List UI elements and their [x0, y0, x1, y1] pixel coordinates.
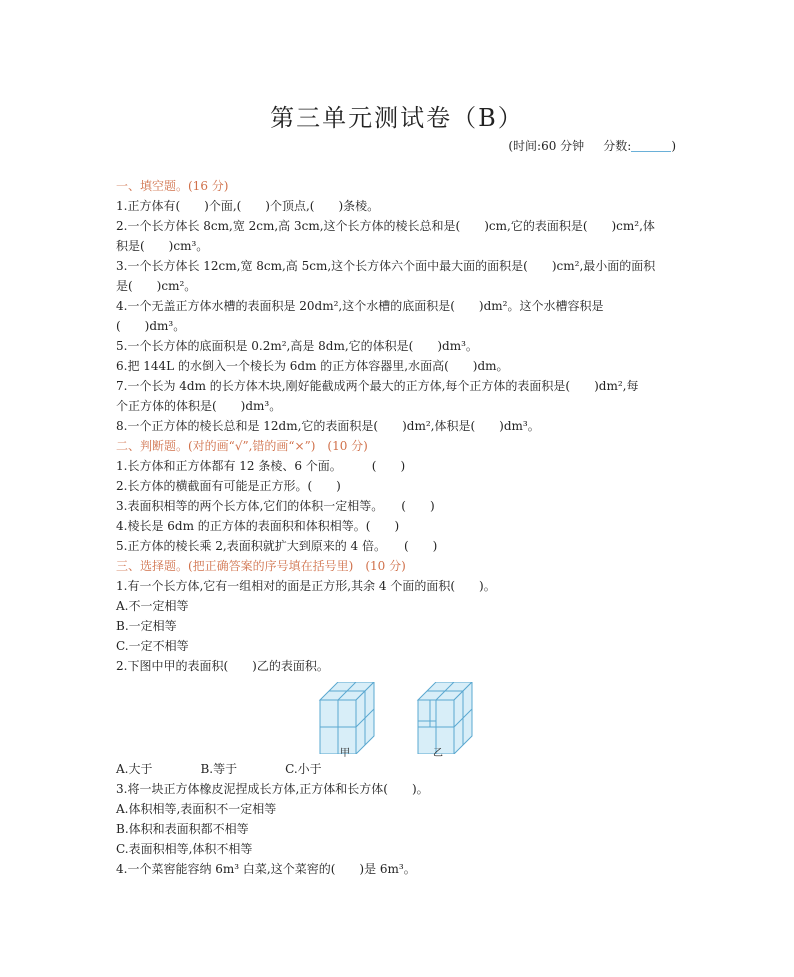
- question-line: 3.表面积相等的两个长方体,它们的体积一定相等。 ( ): [116, 499, 435, 513]
- question-line: B.体积和表面积都不相等: [116, 822, 249, 836]
- question-line: A.大于 B.等于 C.小于: [116, 762, 322, 776]
- question-line: 6.把 144L 的水倒入一个棱长为 6dm 的正方体容器里,水面高( )dm。: [116, 359, 509, 373]
- question-line: 1.长方体和正方体都有 12 条棱、6 个面。 ( ): [116, 459, 406, 473]
- time-label: (时间:60 分钟: [508, 139, 585, 153]
- score-label: 分数:: [603, 139, 632, 153]
- section-heading: 一、填空题。(16 分): [116, 179, 229, 193]
- question-line: 4.一个菜窖能容纳 6m³ 白菜,这个菜窖的( )是 6m³。: [116, 862, 416, 876]
- question-line: 2.下图中甲的表面积( )乙的表面积。: [116, 659, 329, 673]
- question-line: ( )dm³。: [116, 319, 186, 333]
- question-line: 个正方体的体积是( )dm³。: [116, 399, 282, 413]
- question-line: 5.一个长方体的底面积是 0.2m²,高是 8dm,它的体积是( )dm³。: [116, 339, 478, 353]
- question-line: C.表面积相等,体积不相等: [116, 842, 253, 856]
- page-title: 第三单元测试卷（B）: [270, 104, 524, 132]
- score-blank[interactable]: [631, 139, 671, 152]
- exam-meta: [508, 137, 676, 154]
- question-line: 8.一个正方体的棱长总和是 12dm,它的表面积是( )dm²,体积是( )dm³。: [116, 419, 540, 433]
- meta-close: ): [671, 139, 676, 153]
- section-heading: 二、判断题。(对的画“√”,错的画“×”) (10 分): [116, 439, 368, 453]
- question-line: 2.一个长方体长 8cm,宽 2cm,高 3cm,这个长方体的棱长总和是( )cm,它的表面积是( )cm²,体: [116, 219, 655, 233]
- question-line: C.一定不相等: [116, 639, 189, 653]
- question-line: 4.一个无盖正方体水槽的表面积是 20dm²,这个水槽的底面积是( )dm²。这个水槽容积是: [116, 299, 604, 313]
- question-line: 2.长方体的横截面有可能是正方形。( ): [116, 479, 341, 493]
- question-line: 1.有一个长方体,它有一组相对的面是正方形,其余 4 个面的面积( )。: [116, 579, 496, 593]
- question-line: 1.正方体有( )个面,( )个顶点,( )条棱。: [116, 199, 380, 213]
- question-line: 3.一个长方体长 12cm,宽 8cm,高 5cm,这个长方体六个面中最大面的面积是( )cm²,最小面的面积: [116, 259, 656, 273]
- question-line: 7.一个长为 4dm 的长方体木块,刚好能截成两个最大的正方体,每个正方体的表面积是( )dm²,每: [116, 379, 639, 393]
- question-line: A.体积相等,表面积不一定相等: [116, 802, 277, 816]
- question-line: 3.将一块正方体橡皮泥捏成长方体,正方体和长方体( )。: [116, 782, 429, 796]
- question-line: 4.棱长是 6dm 的正方体的表面积和体积相等。( ): [116, 519, 400, 533]
- question-line: 5.正方体的棱长乘 2,表面积就扩大到原来的 4 倍。 ( ): [116, 539, 438, 553]
- question-line: B.一定相等: [116, 619, 177, 633]
- section-heading: 三、选择题。(把正确答案的序号填在括号里) (10 分): [116, 559, 406, 573]
- question-line: A.不一定相等: [116, 599, 189, 613]
- question-line: 是( )cm²。: [116, 279, 197, 293]
- figure-label-yi: 乙: [433, 748, 443, 759]
- figure-label-jia: 甲: [340, 748, 350, 759]
- question-line: 积是( )cm³。: [116, 239, 209, 253]
